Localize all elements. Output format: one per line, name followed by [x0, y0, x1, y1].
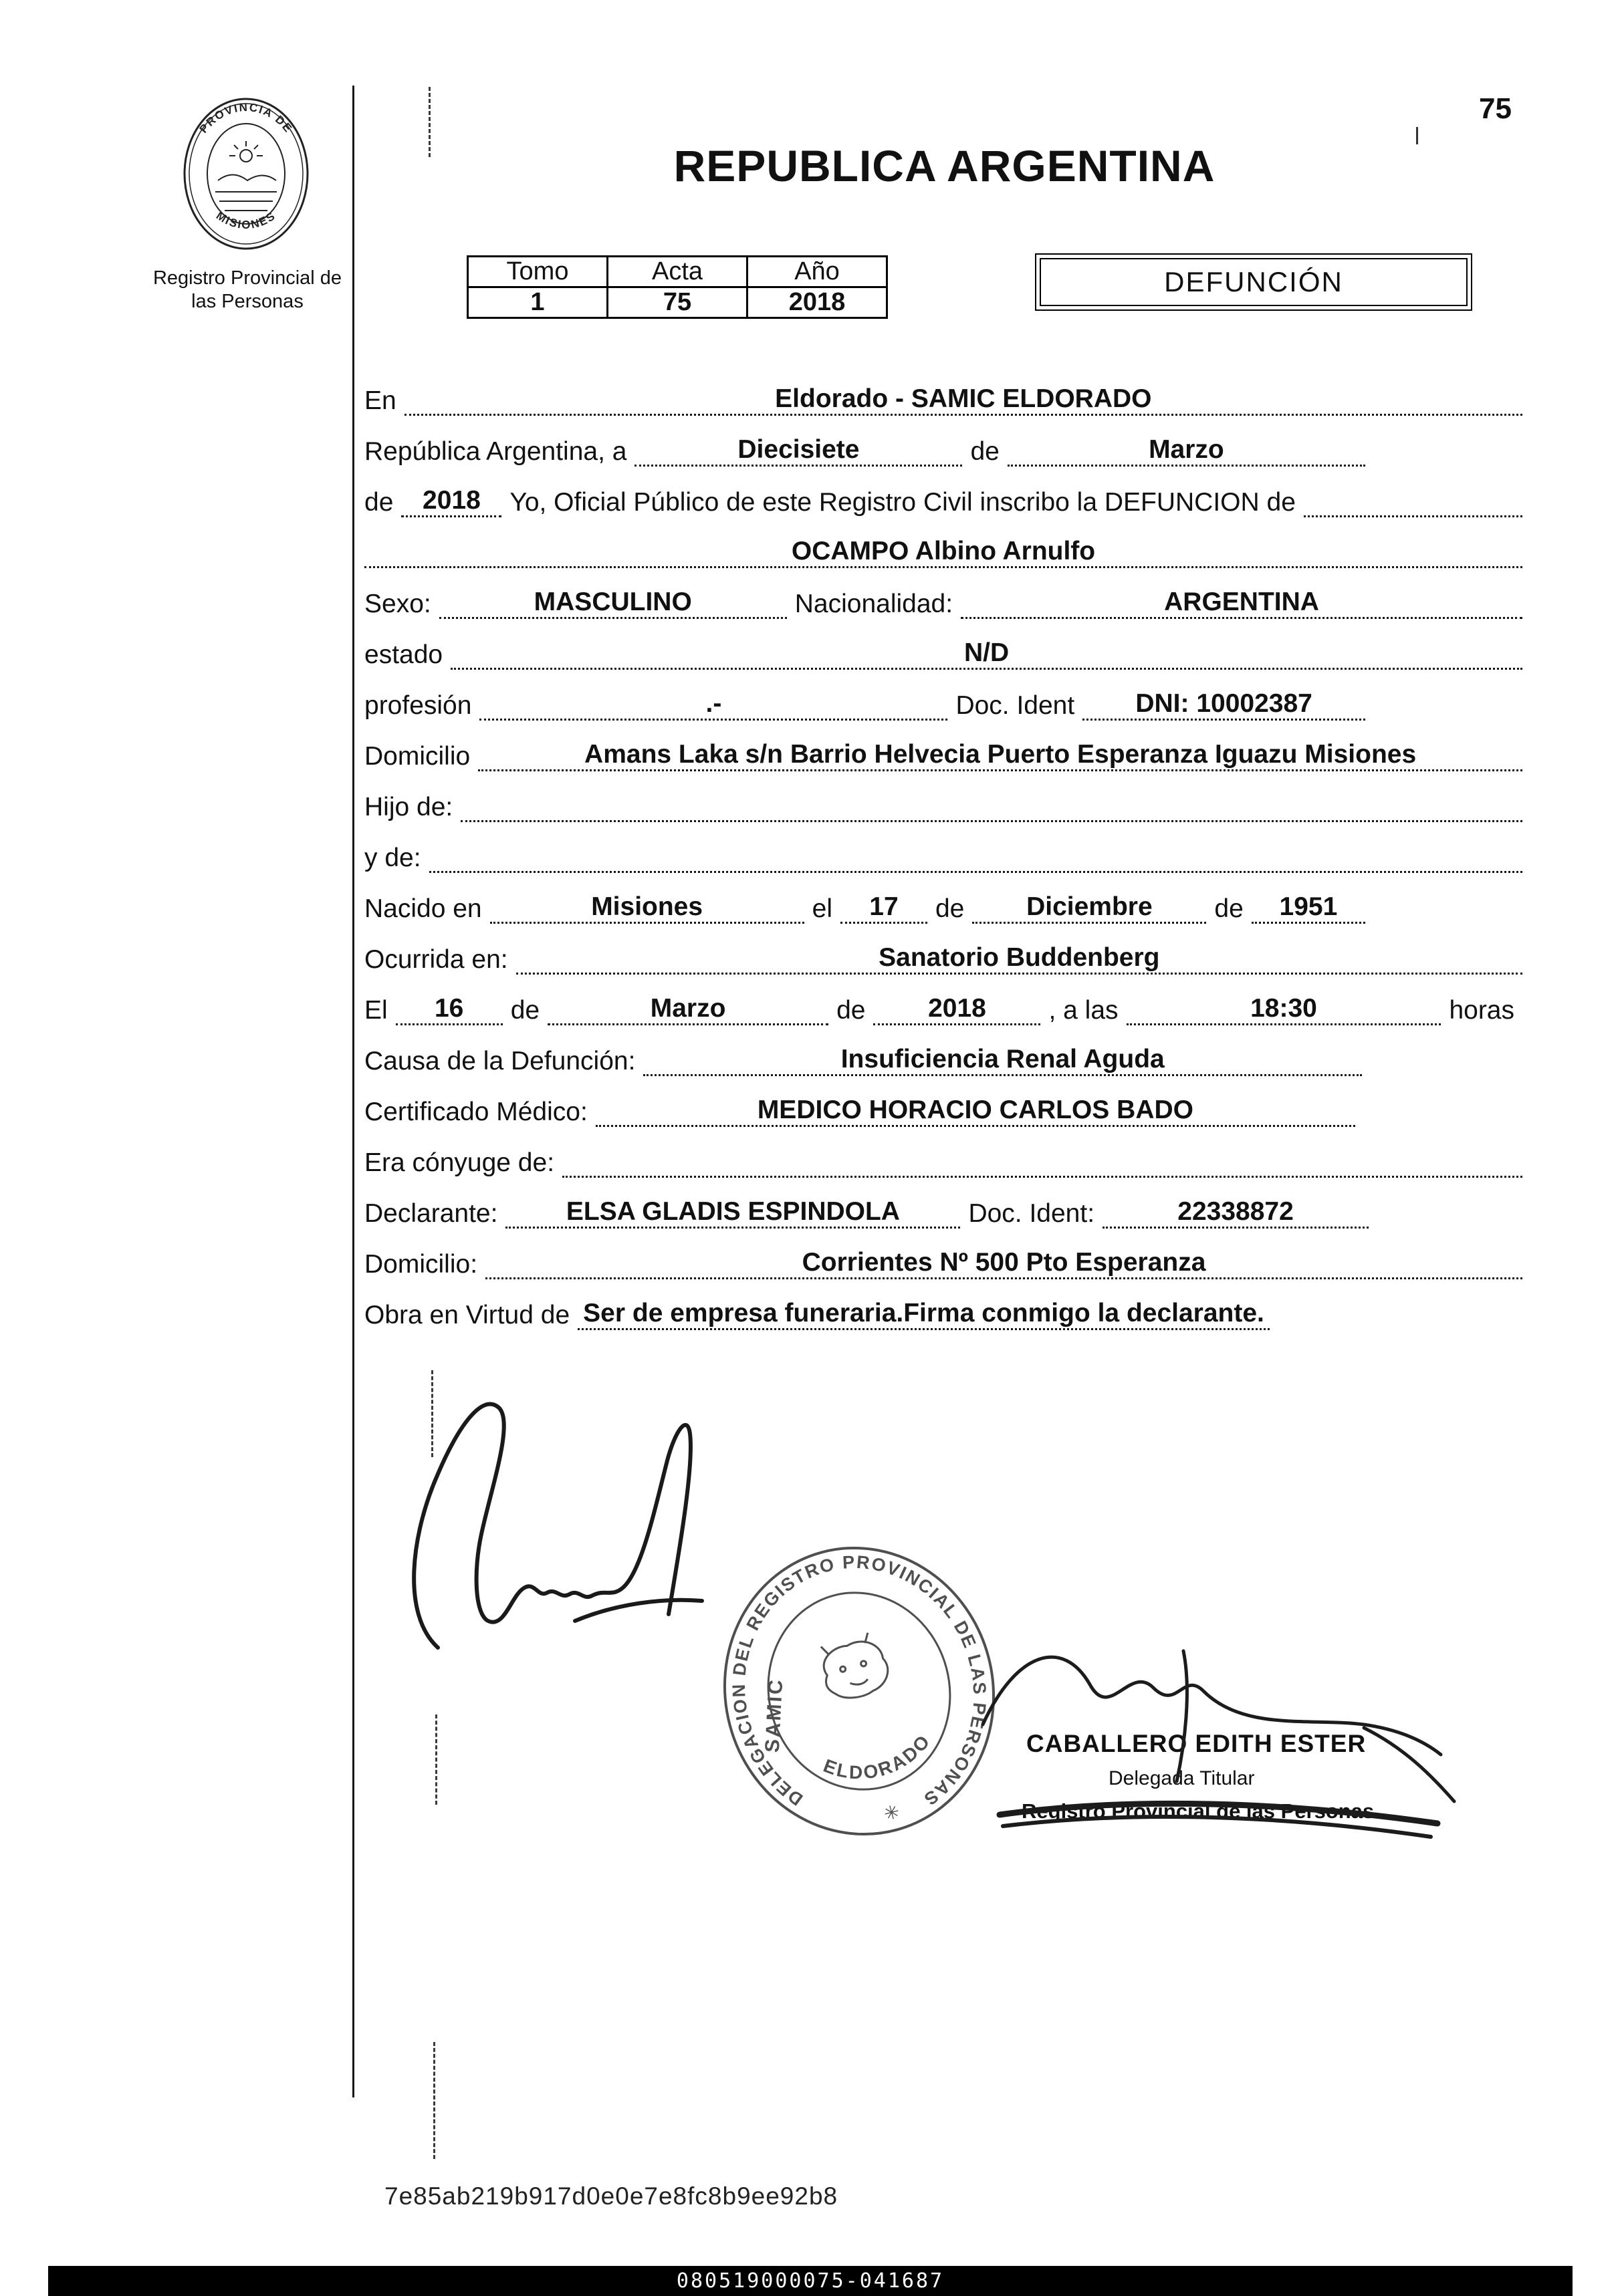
- profession-value: .-: [479, 689, 947, 721]
- spouse-value: [562, 1176, 1522, 1178]
- declarant-address-value: Corrientes Nº 500 Pto Esperanza: [485, 1248, 1522, 1279]
- record-type-box: [1035, 253, 1472, 311]
- seal-caption-line1: Registro Provincial de: [152, 267, 342, 289]
- birth-day-value: 17: [840, 892, 927, 924]
- nacionalidad-label: Nacionalidad:: [794, 590, 953, 618]
- sexo-label: Sexo:: [364, 590, 431, 618]
- seal-caption-line2: las Personas: [191, 291, 304, 312]
- footer-code-bar: [48, 2266, 1573, 2296]
- obra-label: Obra en Virtud de: [364, 1301, 570, 1329]
- address-value: Amans Laka s/n Barrio Helvecia Puerto Esperanza Iguazu Misiones: [478, 740, 1522, 771]
- dashed-mark: [433, 2042, 435, 2159]
- death-month-value: Marzo: [548, 994, 828, 1025]
- seal-top-text: PROVINCIA DE: [197, 100, 296, 136]
- declarante-label: Declarante:: [364, 1199, 498, 1228]
- en-label: En: [364, 386, 396, 415]
- form-line-hijo-de: [364, 771, 1522, 822]
- acting-capacity-value: Ser de empresa funeraria.Firma conmigo la declarante.: [578, 1299, 1270, 1330]
- conyuge-label: Era cónyuge de:: [364, 1148, 555, 1177]
- death-year-value: 2018: [873, 994, 1040, 1025]
- a-las-label: , a las: [1048, 996, 1119, 1025]
- nacido-en-label: Nacido en: [364, 894, 482, 923]
- el-label: el: [812, 894, 832, 923]
- stamp-star-icon: ✳: [881, 1801, 903, 1825]
- form-line-profesion: [364, 670, 1522, 721]
- birth-month-value: Diciembre: [972, 892, 1206, 924]
- de-label: de: [1214, 894, 1244, 923]
- de-label: de: [935, 894, 965, 923]
- col-header-anio: Año: [747, 257, 887, 287]
- stamp-ring-text: DELEGACION DEL REGISTRO PROVINCIAL DE LAS PERSONAS: [728, 1551, 990, 1810]
- father-name-value: [461, 820, 1522, 822]
- nationality-value: ARGENTINA: [961, 588, 1522, 619]
- horas-label: horas: [1449, 996, 1514, 1025]
- de-label: de: [970, 437, 1000, 466]
- certifying-doctor-value: MEDICO HORACIO CARLOS BADO: [596, 1096, 1355, 1127]
- hijo-de-label: Hijo de:: [364, 793, 453, 821]
- empty-fill: [1304, 515, 1522, 517]
- doc-ident-label: Doc. Ident: [955, 691, 1075, 720]
- death-time-value: 18:30: [1127, 994, 1441, 1025]
- death-day-value: 16: [396, 994, 503, 1025]
- form-line-certificado: [364, 1076, 1522, 1127]
- seal-caption: [137, 267, 358, 313]
- col-header-tomo: Tomo: [468, 257, 608, 287]
- form-line-causa: [364, 1025, 1522, 1076]
- sex-value: MASCULINO: [439, 588, 787, 619]
- birth-place-value: Misiones: [490, 892, 804, 924]
- de-label: de: [510, 996, 540, 1025]
- form-line-domicilio-declarante: [364, 1229, 1522, 1279]
- declarant-signature: [374, 1333, 749, 1681]
- seal-landscape-icon: [215, 141, 277, 211]
- form-line-y-de: [364, 822, 1522, 873]
- form-line-en: [364, 365, 1522, 416]
- form-line-nombre: [364, 517, 1522, 568]
- estado-label: estado: [364, 640, 443, 669]
- svg-text:PROVINCIA DE: [197, 101, 296, 136]
- officer-organization: Registro Provincial de las Personas: [1022, 1799, 1375, 1823]
- y-de-label: y de:: [364, 844, 421, 872]
- birth-year-value: 1951: [1252, 892, 1365, 924]
- record-month-value: Marzo: [1008, 435, 1365, 467]
- form-line-anio: [364, 467, 1522, 517]
- col-header-acta: Acta: [608, 257, 747, 287]
- registry-table: [467, 255, 888, 319]
- form-line-fecha: [364, 416, 1522, 467]
- death-place-value: Sanatorio Buddenberg: [516, 943, 1522, 975]
- form-line-ocurrida: [364, 924, 1522, 975]
- declarant-id-value: 22338872: [1103, 1197, 1369, 1229]
- doc-ident-label: Doc. Ident:: [968, 1199, 1095, 1228]
- tomo-value: 1: [468, 287, 608, 318]
- certificate-form: [364, 365, 1522, 1330]
- document-id-value: DNI: 10002387: [1082, 689, 1365, 721]
- stamp-samic-text: SAMIC: [761, 1677, 788, 1753]
- province-seal: [166, 90, 326, 264]
- form-line-conyuge: [364, 1127, 1522, 1178]
- oficial-sentence: Yo, Oficial Público de este Registro Civil inscribo la DEFUNCION de: [509, 488, 1296, 517]
- form-line-domicilio: [364, 721, 1522, 771]
- ocurrida-en-label: Ocurrida en:: [364, 945, 508, 974]
- officer-name: CABALLERO EDITH ESTER: [1026, 1730, 1367, 1757]
- form-line-nacido: [364, 873, 1522, 924]
- svg-text:MISIONES: [214, 209, 278, 231]
- fecha-label: República Argentina, a: [364, 437, 627, 466]
- seal-bottom-text: MISIONES: [213, 209, 279, 232]
- cause-of-death-value: Insuficiencia Renal Aguda: [643, 1045, 1362, 1076]
- mother-name-value: [429, 871, 1522, 873]
- officer-signature-block: [963, 1624, 1484, 1878]
- stamp-eldorado-text: ELDORADO: [820, 1730, 935, 1783]
- officer-title: Delegada Titular: [1109, 1767, 1255, 1789]
- marital-status-value: N/D: [451, 638, 1522, 670]
- domicilio-label: Domicilio: [364, 742, 471, 771]
- page-title: REPUBLICA ARGENTINA: [673, 141, 1216, 190]
- page-number: 75: [1479, 92, 1512, 125]
- certificado-label: Certificado Médico:: [364, 1098, 588, 1126]
- document-hash: 7e85ab219b917d0e0e7e8fc8b9ee92b8: [384, 2182, 838, 2210]
- form-line-sexo: [364, 568, 1522, 619]
- record-day-value: Diecisiete: [634, 435, 962, 467]
- dashed-mark: [435, 1714, 437, 1805]
- place-of-record-value: Eldorado - SAMIC ELDORADO: [404, 384, 1522, 416]
- de-label: de: [364, 488, 394, 517]
- de-label: de: [836, 996, 866, 1025]
- record-year-value: 2018: [401, 486, 501, 517]
- form-line-obra: [364, 1279, 1522, 1330]
- el-label: El: [364, 996, 388, 1025]
- form-line-declarante: [364, 1178, 1522, 1229]
- form-line-estado: [364, 619, 1522, 670]
- domicilio-label: Domicilio:: [364, 1250, 478, 1279]
- officer-signature-strokes: [963, 1624, 1484, 1878]
- form-line-deceso: [364, 975, 1522, 1025]
- causa-label: Causa de la Defunción:: [364, 1047, 636, 1075]
- profesion-label: profesión: [364, 691, 472, 720]
- deceased-name-value: OCAMPO Albino Arnulfo: [364, 537, 1522, 568]
- left-rule-line: [352, 86, 354, 2097]
- anio-value: 2018: [747, 287, 887, 318]
- declarant-name-value: ELSA GLADIS ESPINDOLA: [505, 1197, 960, 1229]
- record-type-label: DEFUNCIÓN: [1040, 258, 1468, 306]
- acta-value: 75: [608, 287, 747, 318]
- stamp-crest-icon: [816, 1630, 893, 1704]
- footer-code: 080519000075-041687: [676, 2269, 945, 2293]
